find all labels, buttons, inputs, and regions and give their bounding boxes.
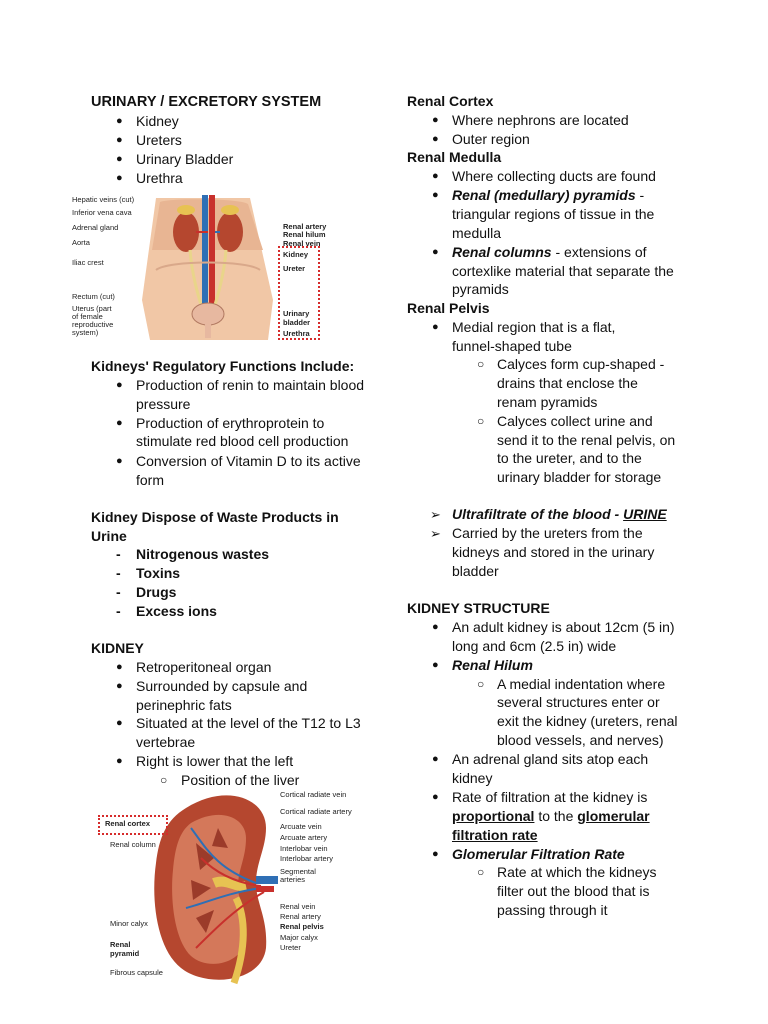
list-item: Renal Hilum	[452, 657, 533, 673]
bullet: ●	[116, 755, 123, 767]
bullet: ●	[116, 172, 123, 184]
list-item: renam pyramids	[497, 394, 598, 410]
bullet: ●	[116, 134, 123, 146]
figure-label: Renal	[110, 940, 131, 949]
figure-label: Interlobar artery	[280, 854, 333, 863]
bullet: ●	[116, 717, 123, 729]
list-item: funnel-shaped tube	[452, 338, 572, 354]
figure-label: Renal column	[110, 840, 156, 849]
list-item: bladder	[452, 563, 499, 579]
list-item: Conversion of Vitamin D to its active	[136, 453, 361, 469]
list-item: Ureters	[136, 132, 182, 148]
figure-label: Kidney	[283, 250, 309, 259]
figure-label: Rectum (cut)	[72, 292, 115, 301]
term-rest: - extensions of	[551, 244, 647, 260]
figure-label: system)	[72, 328, 99, 337]
list-item: long and 6cm (2.5 in) wide	[452, 638, 617, 654]
list-item: Rate at which the kidneys	[497, 864, 657, 880]
list-item: Surrounded by capsule and	[136, 678, 308, 694]
list-item: cortexlike material that separate the	[452, 263, 674, 279]
list-item: filter out the blood that is	[497, 883, 650, 899]
list-item: triangular regions of tissue in the	[452, 206, 655, 222]
bullet: ●	[116, 455, 123, 467]
list-item: An adrenal gland sits atop each	[452, 751, 649, 767]
list-item: Glomerular Filtration Rate	[452, 846, 625, 862]
term-rest: -	[635, 187, 645, 203]
emphasis-underlined: URINE	[623, 506, 667, 522]
figure-label: Interlobar vein	[280, 844, 328, 853]
list-item: Where nephrons are located	[452, 112, 629, 128]
bullet: ●	[432, 246, 439, 258]
figure-label: reproductive	[72, 320, 114, 329]
section-heading: Urine	[91, 528, 127, 544]
list-item	[452, 505, 667, 524]
figure-label: Cortical radiate vein	[280, 790, 347, 799]
figure-label: Renal artery	[280, 912, 321, 921]
bullet: ●	[432, 133, 439, 145]
list-item	[452, 243, 647, 262]
figure-label: of female	[72, 312, 103, 321]
figure-label: Major calyx	[280, 933, 318, 942]
term: Renal (medullary) pyramids	[452, 187, 636, 203]
figure-label: Inferior vena cava	[72, 208, 132, 217]
figure-label: Iliac crest	[72, 258, 104, 267]
list-item: Nitrogenous wastes	[136, 546, 270, 562]
figure-label: Renal cortex	[105, 819, 151, 828]
list-item: Urethra	[136, 170, 183, 186]
dash-bullet: -	[116, 603, 121, 619]
bullet: ●	[432, 114, 439, 126]
figure-label: Arcuate vein	[280, 822, 322, 831]
list-item: Where collecting ducts are found	[452, 168, 656, 184]
section-heading: KIDNEY STRUCTURE	[407, 600, 550, 616]
bullet: ●	[116, 379, 123, 391]
bullet: ●	[116, 680, 123, 692]
dash-bullet: -	[116, 565, 121, 581]
bullet: ●	[432, 170, 439, 182]
bullet: ●	[432, 621, 439, 633]
list-item: Production of renin to maintain blood	[136, 377, 365, 393]
list-item: urinary bladder for storage	[497, 469, 662, 485]
bullet: ●	[432, 321, 439, 333]
list-item: exit the kidney (ureters, renal	[497, 713, 678, 729]
list-item: pressure	[136, 396, 191, 412]
circle-bullet: ○	[477, 865, 485, 879]
bullet: ●	[116, 661, 123, 673]
figure-label: Ureter	[280, 943, 301, 952]
dash-bullet: -	[116, 584, 121, 600]
figure-label: Uterus (part	[72, 304, 112, 313]
section-heading: Renal Pelvis	[407, 300, 490, 316]
list-item: Carried by the ureters from the	[452, 525, 643, 541]
bullet: ●	[432, 791, 439, 803]
figure-label: bladder	[283, 318, 311, 327]
circle-bullet: ○	[160, 773, 168, 787]
section-heading: Renal Cortex	[407, 93, 494, 109]
arrow-bullet: ➢	[430, 526, 441, 541]
figure-label: Adrenal gland	[72, 223, 119, 232]
bullet: ●	[116, 153, 123, 165]
list-item: Retroperitoneal organ	[136, 659, 272, 675]
list-item: Excess ions	[136, 603, 217, 619]
figure-label: Ureter	[283, 264, 306, 273]
figure-label: Cortical radiate artery	[280, 807, 352, 816]
section-heading: KIDNEY	[91, 640, 144, 656]
circle-bullet: ○	[477, 414, 485, 428]
bullet: ●	[116, 417, 123, 429]
emphasis-underlined: glomerular	[577, 808, 650, 824]
list-item: to the ureter, and to the	[497, 450, 642, 466]
list-item: Rate of filtration at the kidney is	[452, 789, 648, 805]
term: Renal columns	[452, 244, 552, 260]
figure-label: Renal artery	[283, 222, 327, 231]
figure-label: pyramid	[110, 949, 140, 958]
section-heading: Kidney Dispose of Waste Products in	[91, 509, 339, 525]
list-item: kidneys and stored in the urinary	[452, 544, 655, 560]
section-heading: Renal Medulla	[407, 149, 502, 165]
figure-label: Renal vein	[280, 902, 316, 911]
list-item: Outer region	[452, 131, 530, 147]
figure-label: Urinary	[283, 309, 310, 318]
figure-label: Renal hilum	[283, 230, 326, 239]
circle-bullet: ○	[477, 357, 485, 371]
page-title: URINARY / EXCRETORY SYSTEM	[91, 94, 322, 110]
list-item: Kidney	[136, 113, 179, 129]
list-item: Position of the liver	[181, 772, 300, 788]
list-item: A medial indentation where	[497, 676, 666, 692]
figure-label: Renal pelvis	[280, 922, 324, 931]
emphasis-underlined: proportional	[452, 808, 535, 824]
emphasis-text: Ultrafiltrate of the blood -	[452, 506, 624, 522]
list-item: Situated at the level of the T12 to L3	[136, 715, 361, 731]
list-item: kidney	[452, 770, 493, 786]
figure-label: Arcuate artery	[280, 833, 328, 842]
figure-label: Urethra	[283, 329, 310, 338]
list-item: Right is lower that the left	[136, 753, 294, 769]
connector-text: to the	[534, 808, 578, 824]
kidney-section-figure	[96, 788, 366, 988]
list-item	[452, 807, 650, 826]
figure-label: arteries	[280, 875, 306, 884]
list-item: send it to the renal pelvis, on	[497, 432, 676, 448]
list-item: filtration rate	[452, 827, 538, 843]
list-item: Drugs	[136, 584, 177, 600]
figure-label: Renal vein	[283, 239, 321, 248]
urinary-system-figure	[68, 190, 348, 340]
figure-label: Minor calyx	[110, 919, 148, 928]
list-item: Urinary Bladder	[136, 151, 234, 167]
list-item: Medial region that is a flat,	[452, 319, 616, 335]
section-heading: Kidneys' Regulatory Functions Include:	[91, 358, 355, 374]
list-item: stimulate red blood cell production	[136, 433, 349, 449]
list-item: vertebrae	[136, 734, 196, 750]
list-item: drains that enclose the	[497, 375, 638, 391]
list-item: form	[136, 472, 164, 488]
list-item: Calyces form cup-shaped -	[497, 356, 665, 372]
arrow-bullet: ➢	[430, 507, 441, 522]
list-item: Calyces collect urine and	[497, 413, 653, 429]
figure-label: Segmental	[280, 867, 316, 876]
figure-label: Fibrous capsule	[110, 968, 163, 977]
list-item: Production of erythroprotein to	[136, 415, 325, 431]
list-item: several structures enter or	[497, 694, 660, 710]
figure-label: Hepatic veins (cut)	[72, 195, 135, 204]
list-item: Toxins	[136, 565, 181, 581]
circle-bullet: ○	[477, 677, 485, 691]
figure-label: Aorta	[72, 238, 90, 247]
list-item	[452, 186, 644, 205]
bullet: ●	[116, 115, 123, 127]
bullet: ●	[432, 189, 439, 201]
bullet: ●	[432, 659, 439, 671]
list-item: pyramids	[452, 281, 509, 297]
list-item: passing through it	[497, 902, 608, 918]
list-item: blood vessels, and nerves)	[497, 732, 664, 748]
bullet: ●	[432, 848, 439, 860]
list-item: An adult kidney is about 12cm (5 in)	[452, 619, 675, 635]
list-item: medulla	[452, 225, 502, 241]
bullet: ●	[432, 753, 439, 765]
list-item: perinephric fats	[136, 697, 232, 713]
dash-bullet: -	[116, 546, 121, 562]
